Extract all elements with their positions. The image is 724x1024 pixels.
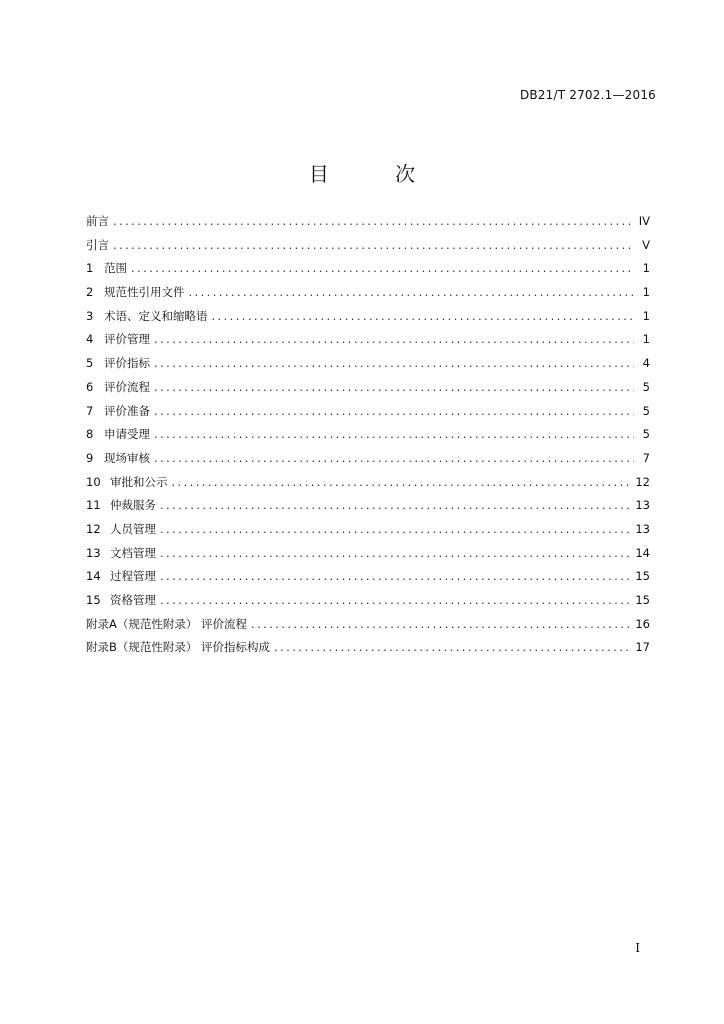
toc-entry-3[interactable] <box>86 308 650 332</box>
toc-entry-number: 4 <box>86 332 94 347</box>
toc-leader-dots <box>251 617 629 631</box>
toc-entry-page: 12 <box>635 474 650 489</box>
toc-entry-page: 16 <box>635 616 650 631</box>
toc-leader-dots <box>154 380 634 394</box>
toc-entry-page: 1 <box>642 332 650 347</box>
toc-leader-dots <box>160 593 629 607</box>
toc-entry-page: IV <box>638 214 650 228</box>
toc-entry-4[interactable] <box>86 331 650 355</box>
toc-entry-15[interactable] <box>86 592 650 616</box>
toc-leader-dots <box>189 285 635 299</box>
toc-entry-number: 2 <box>86 285 94 300</box>
toc-entry-number: 13 <box>86 545 101 560</box>
toc-entry-label: 10 审批和公示 <box>86 474 168 489</box>
toc-entry-1[interactable] <box>86 260 650 284</box>
toc-entry-page: 4 <box>642 356 650 371</box>
toc-entry-8[interactable] <box>86 426 650 450</box>
toc-entry-label: 14 过程管理 <box>86 569 156 584</box>
toc-leader-dots <box>154 332 634 346</box>
toc-entry-2[interactable] <box>86 284 650 308</box>
toc-entry-foreword[interactable] <box>86 213 650 237</box>
toc-entry-label: 13 文档管理 <box>86 545 156 560</box>
toc-leader-dots <box>154 356 634 370</box>
toc-entry-12[interactable] <box>86 521 650 545</box>
toc-entry-page: 1 <box>642 261 650 276</box>
toc-entry-page: 15 <box>635 593 650 607</box>
toc-leader-dots <box>172 475 630 489</box>
toc-entry-label: 1 范围 <box>86 261 127 276</box>
toc-entry-number: 14 <box>86 569 101 584</box>
toc-leader-dots <box>160 569 629 583</box>
toc-entry-number: 3 <box>86 308 94 323</box>
toc-entry-label: 5 评价指标 <box>86 356 150 371</box>
toc-entry-page: 13 <box>635 521 650 536</box>
toc-entry-number: 15 <box>86 593 101 607</box>
standard-code: DB21/T 2702.1—2016 <box>519 88 656 102</box>
toc-entry-label: 附录A（规范性附录） 评价流程 <box>86 616 248 631</box>
toc-entry-7[interactable] <box>86 403 650 427</box>
toc-entry-label: 15 资格管理 <box>86 593 156 607</box>
toc-entry-page: 5 <box>642 379 650 394</box>
toc-leader-dots <box>154 427 634 441</box>
table-of-contents <box>86 213 650 663</box>
toc-entry-page: 14 <box>635 545 650 560</box>
toc-entry-9[interactable] <box>86 450 650 474</box>
toc-entry-label: 6 评价流程 <box>86 379 150 394</box>
toc-entry-label: 前言 <box>86 214 109 228</box>
toc-entry-number: 8 <box>86 427 94 442</box>
toc-entry-introduction[interactable] <box>86 237 650 261</box>
toc-leader-dots <box>113 238 634 252</box>
toc-entry-page: 1 <box>642 308 650 323</box>
toc-entry-label: 附录B（规范性附录） 评价指标构成 <box>86 640 271 655</box>
page-number: I <box>635 941 640 955</box>
toc-entry-page: V <box>642 237 650 252</box>
toc-entry-page: 15 <box>635 569 650 584</box>
toc-leader-dots <box>131 261 634 275</box>
toc-entry-page: 17 <box>635 640 650 655</box>
toc-entry-page: 5 <box>642 427 650 442</box>
toc-entry-10[interactable] <box>86 474 650 498</box>
toc-leader-dots <box>154 404 634 418</box>
toc-entry-number: 6 <box>86 379 94 394</box>
toc-leader-dots <box>160 522 629 536</box>
toc-entry-11[interactable] <box>86 497 650 521</box>
toc-entry-5[interactable] <box>86 355 650 379</box>
toc-entry-page: 5 <box>642 403 650 418</box>
toc-entry-number: 12 <box>86 521 101 536</box>
toc-entry-number: 10 <box>86 474 101 489</box>
toc-entry-label: 引言 <box>86 237 109 252</box>
toc-entry-6[interactable] <box>86 379 650 403</box>
toc-entry-number: 11 <box>86 498 101 513</box>
toc-entry-number: 1 <box>86 261 94 276</box>
toc-entry-appendix-a[interactable] <box>86 616 650 640</box>
toc-entry-label: 4 评价管理 <box>86 332 150 347</box>
toc-leader-dots <box>160 546 629 560</box>
toc-entry-label: 3 术语、定义和缩略语 <box>86 308 208 323</box>
toc-entry-page: 13 <box>635 498 650 513</box>
toc-entry-appendix-b[interactable] <box>86 639 650 663</box>
toc-entry-number: 5 <box>86 356 94 371</box>
toc-entry-page: 1 <box>642 285 650 300</box>
toc-entry-13[interactable] <box>86 545 650 569</box>
toc-entry-label: 12 人员管理 <box>86 521 156 536</box>
toc-leader-dots <box>160 498 629 512</box>
toc-entry-label: 9 现场审核 <box>86 450 150 465</box>
toc-leader-dots <box>212 309 635 323</box>
toc-entry-label: 7 评价准备 <box>86 403 150 418</box>
toc-entry-14[interactable] <box>86 568 650 592</box>
toc-leader-dots <box>113 214 633 228</box>
toc-leader-dots <box>274 640 629 654</box>
toc-title: 目 次 <box>308 162 446 186</box>
toc-entry-page: 7 <box>642 450 650 465</box>
toc-leader-dots <box>154 451 634 465</box>
toc-entry-label: 11 仲裁服务 <box>86 498 156 513</box>
toc-entry-label: 2 规范性引用文件 <box>86 285 185 300</box>
toc-entry-number: 9 <box>86 450 94 465</box>
toc-entry-label: 8 申请受理 <box>86 427 150 442</box>
toc-entry-number: 7 <box>86 403 94 418</box>
